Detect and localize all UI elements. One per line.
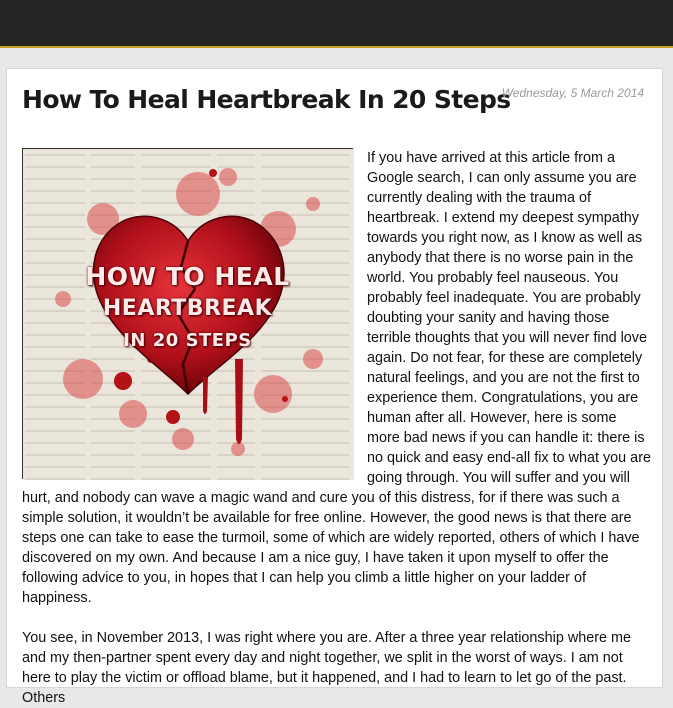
article-body	[22, 148, 652, 708]
paragraph-2: You see, in November 2013, I was right where you are. After a three year relationship where me and my then-partner spent every day and night together, we split in the worst of ways. I am not here to play the victim or offload blame, but it happened, and I had to learn to let go of the past. Others	[22, 630, 632, 706]
article-image	[22, 148, 353, 479]
image-caption-line-3: IN 20 STEPS	[123, 330, 252, 351]
article-date: Wednesday, 5 March 2014	[501, 86, 644, 100]
article-title: How To Heal Heartbreak In 20 Steps	[22, 85, 511, 114]
top-navigation-bar	[0, 0, 673, 48]
paragraph-1: If you have arrived at this article from a Google search, I can only assume you are currently dealing with the trauma of heartbreak. I extend my deepest sympathy towards you right now, as I know as well as anybody that there is no worse pain in the world. You probably feel nauseous. You probably feel inadequate. You are probably doubting your sanity and having those terrible thoughts that you will never find love again. Do not fear, for these are completely natural feelings, and you are not the first to experience them. Congratulations, you are human after all. However, here is some more bad news if you can handle it: there is no quick and easy end-all fix to what you are going through. You will suffer and you will hurt, and nobody can wave a magic wand and cure you of this distress, for if there was such a simple solution, it wouldn’t be available for free online. However, the good news is that there are steps one can take to ease the turmoil, some of which are widely reported, others of which I have discovered on my own. And because I am a nice guy, I have taken it upon myself to offer the following advice to you, in hopes that I can help you climb a little higher on your ladder of happiness.	[22, 150, 651, 606]
article-card	[6, 68, 663, 706]
image-caption-line-2: HEARTBREAK	[102, 296, 273, 321]
image-caption-line-1: HOW TO HEAL	[85, 262, 290, 291]
